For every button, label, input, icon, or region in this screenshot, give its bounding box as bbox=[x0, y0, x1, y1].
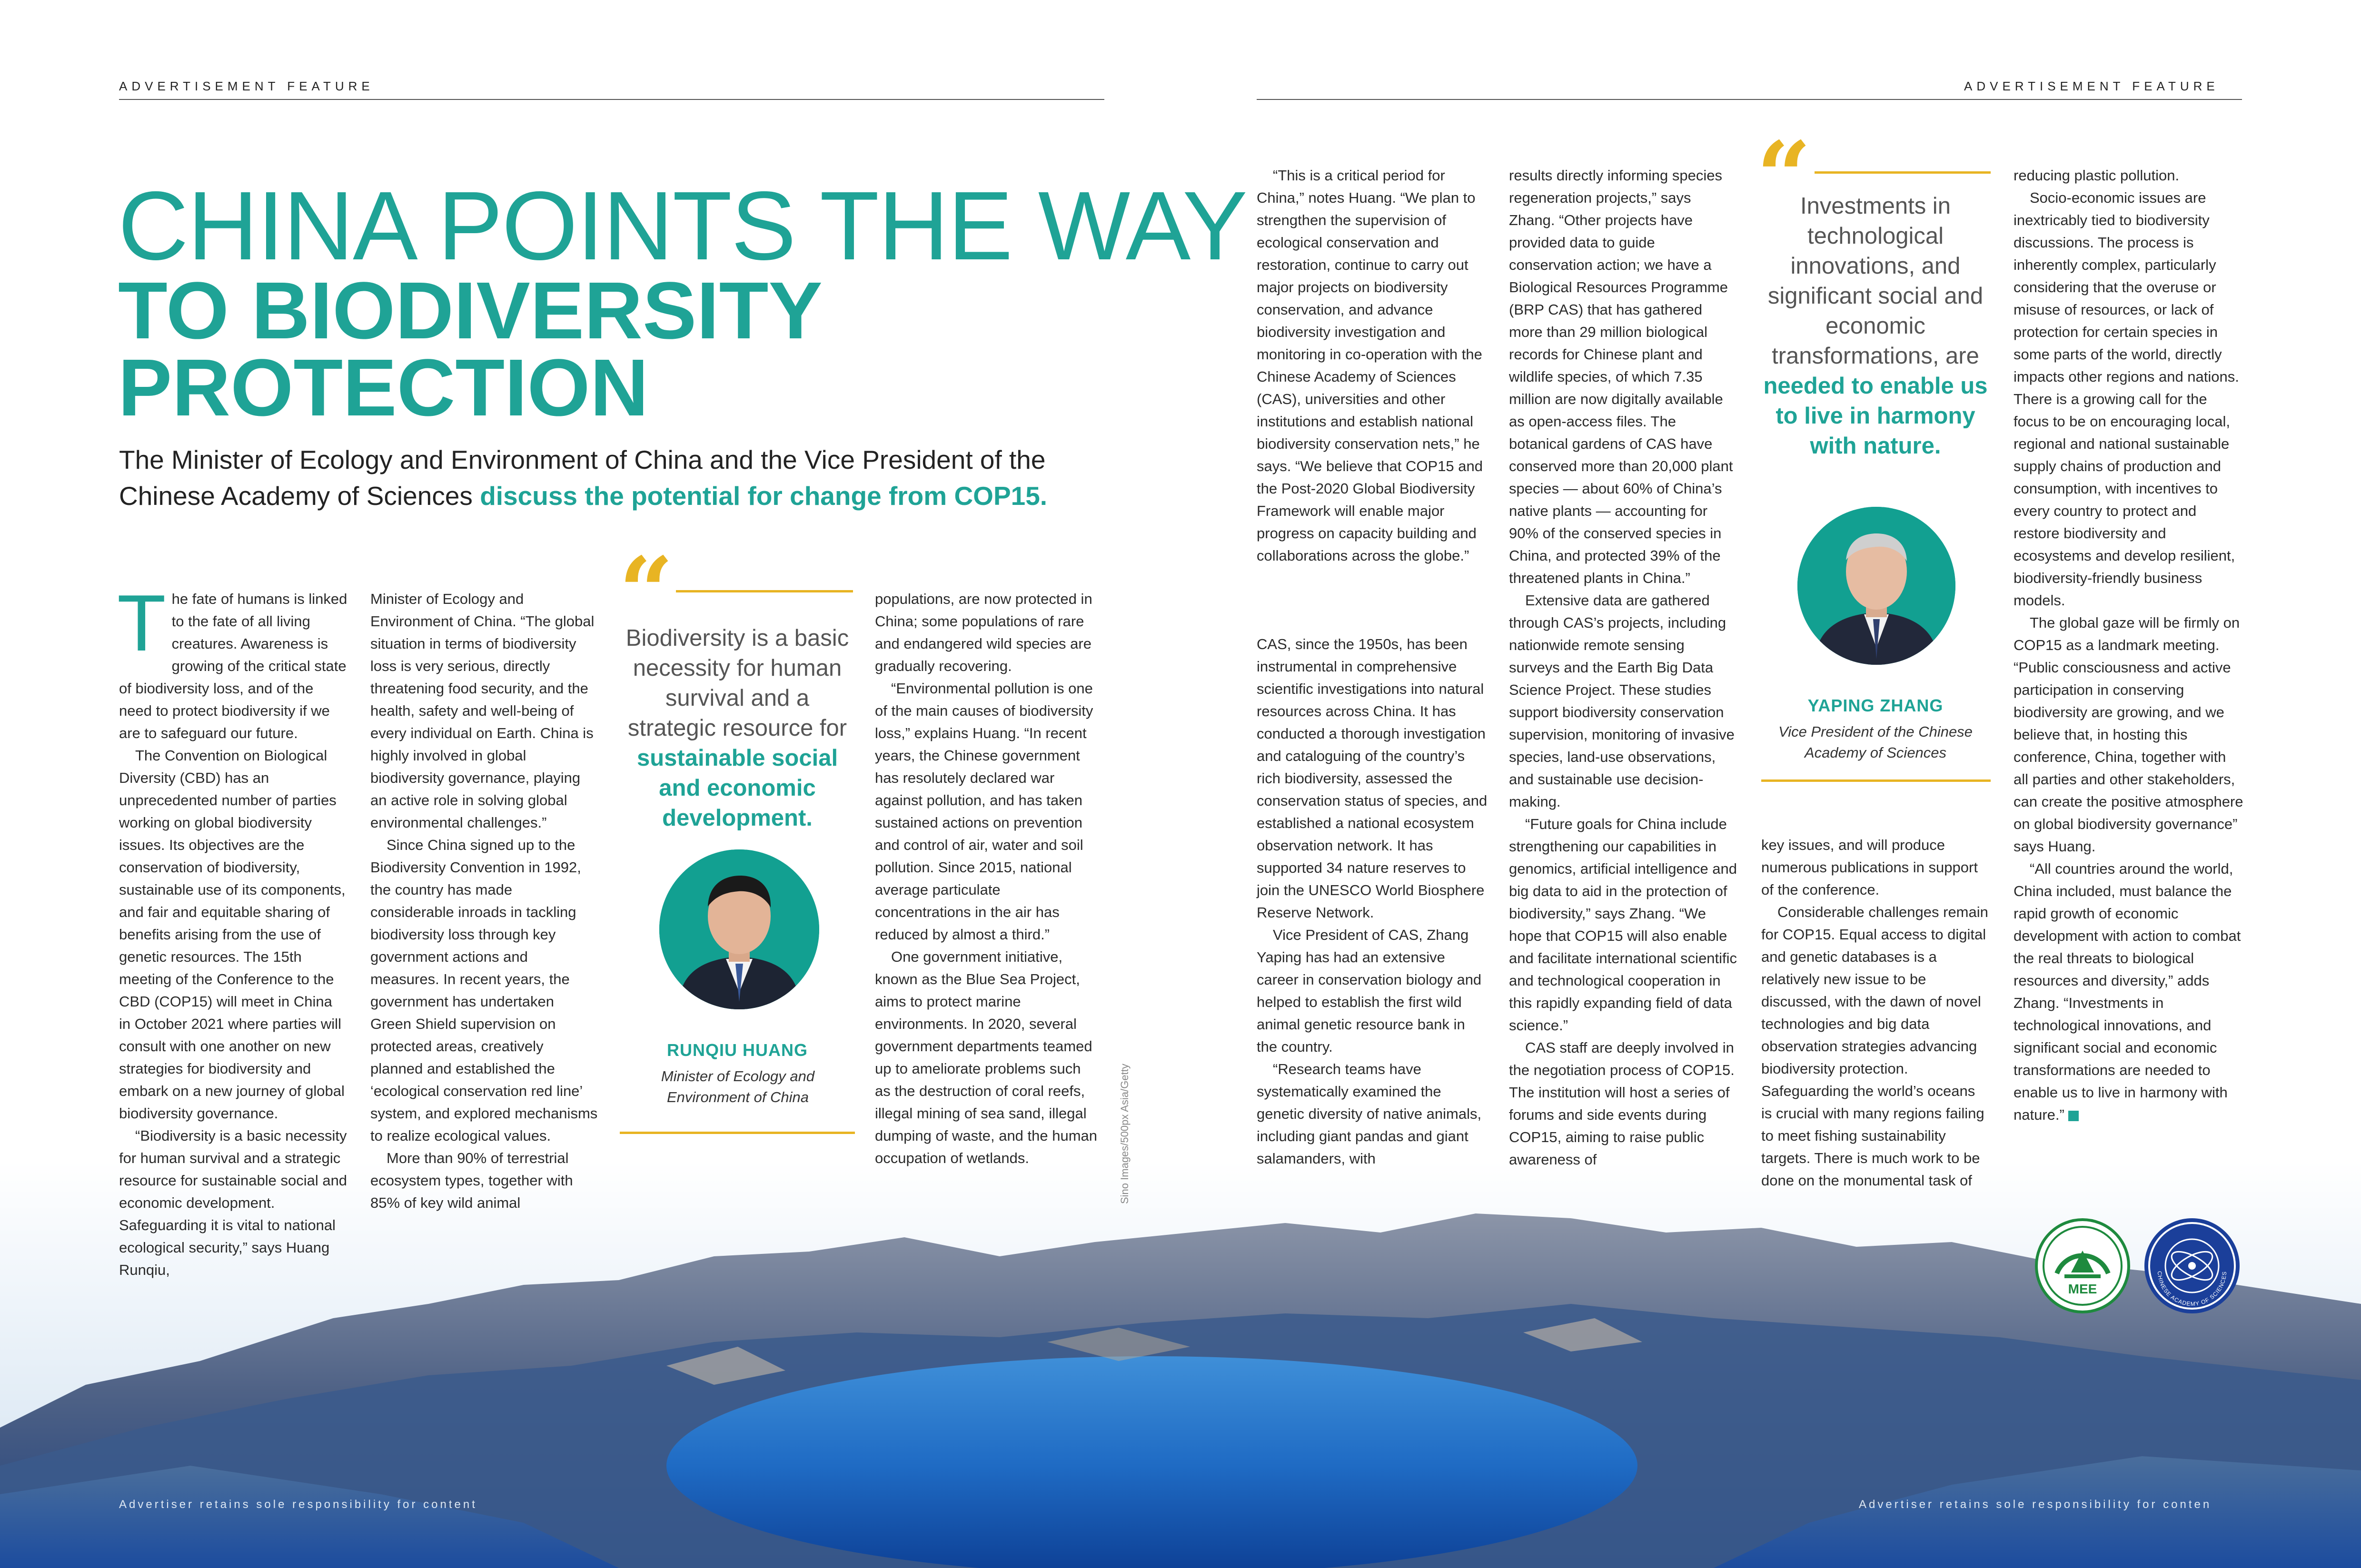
paragraph: Extensive data are gathered through CAS’s projects, including nationwide remote sensing surveys and the Earth Big Data Science Project. These studies support biodiversity conservation supervision, monitoring of invasive species, land-use observations, and sustainable use decision-making. bbox=[1509, 592, 1735, 810]
pull-quote-highlight: sustainable social and economic development. bbox=[636, 745, 838, 831]
paragraph: “Biodiversity is a basic necessity for human survival and a strategic resource for sustainable social and economic development. Safeguarding it is vital to national ecological security,” says Huang Runqiu, bbox=[119, 1127, 347, 1278]
cas-emblem-icon bbox=[2144, 1218, 2240, 1313]
paragraph: The global gaze will be firmly on COP15 as a landmark meeting. “Public consciousness and active participation in conserving biodiversity are growing, and we believe that, in hosting this conference, China, together with all parties and other stakeholders, can create the positive atmosphere on global biodiversity governance” says Huang. bbox=[2014, 614, 2243, 855]
pull-quote-2 bbox=[1761, 191, 1990, 461]
paragraph: One government initiative, known as the Blue Sea Project, aims to protect marine environments. In 2020, several government departments teamed up to ameliorate problems such as the destruction of coral reefs, illegal mining of sea sand, illegal dumping of waste, and the human occupation of wetlands. bbox=[875, 948, 1098, 1166]
pull-quote-text: Investments in technological innovations, and significant social and economic transformations, are bbox=[1767, 193, 1984, 369]
paragraph: “This is a critical period for China,” notes Huang. “We plan to strengthen the supervision of ecological conservation and restoration, continue to carry out major projects on biodiversity conservation, and advance biodiversity investigation and monitoring in co-operation with the Chinese Academy of Sciences (CAS), universities and other institutions and establish national biodiversity conservation nets,” he says. “We believe that COP15 and the Post-2020 Global Biodiversity Framework will enable major progress on capacity building and collaborations across the globe.” bbox=[1257, 167, 1483, 564]
speaker-title-1: Minister of Ecology and Environment of China bbox=[661, 1068, 815, 1105]
cas-logo-text: CHINESE ACADEMY OF SCIENCES bbox=[2156, 1271, 2228, 1308]
mee-logo bbox=[2035, 1218, 2130, 1313]
quote-mark-icon: “ bbox=[1756, 121, 1812, 233]
article-column-5-top bbox=[1257, 164, 1489, 567]
paragraph: CAS staff are deeply involved in the negotiation process of COP15. The institution will host a series of forums and side events during COP15, aiming to raise public awareness of bbox=[1509, 1039, 1735, 1168]
paragraph: Since China signed up to the Biodiversity Convention in 1992, the country has made considerable inroads in tackling biodiversity loss through key government actions and measures. In recent years, the government has undertaken Green Shield supervision on protected areas, creatively planned and established the ‘ecological conservation red line’ system, and explored mechanisms to realize ecological values. bbox=[370, 837, 598, 1144]
article-column-7 bbox=[1761, 834, 1990, 1192]
quote-rule-bottom bbox=[1761, 779, 1991, 782]
standfirst-text: The Minister of Ecology and Environment of China and the Vice President of the Chinese Academy of Sciences bbox=[119, 445, 1046, 511]
header-rule-right bbox=[1257, 99, 2242, 100]
article-column-1 bbox=[117, 578, 347, 1281]
quote-rule-bottom bbox=[620, 1132, 855, 1134]
quote-rule-top bbox=[676, 590, 853, 592]
paragraph: “Future goals for China include strengthening our capabilities in genomics, artificial intelligence and big data to aid in the protection of biodiversity,” says Zhang. “We hope that COP15 will also enable and facilitate international scientific and technological cooperation in this rapidly expanding field of data science.” bbox=[1509, 816, 1737, 1034]
paragraph: results directly informing species regeneration projects,” says Zhang. “Other projects have provided data to guide conservation action; we have a Biological Resources Programme (BRP CAS) that has gathered more than 29 million biological records for Chinese plant and wildlife species, of which 7.35 million are now digitally available as open-access files. The botanical gardens of CAS have conserved more than 20,000 plant species — about 60% of China’s native plants — accounting for 90% of the conserved species in China, and protected 39% of the threatened plants in China.” bbox=[1509, 167, 1733, 586]
quote-rule-top bbox=[1815, 171, 1991, 174]
standfirst-highlight: discuss the potential for change from COP15. bbox=[480, 481, 1048, 511]
portrait-figure bbox=[659, 849, 819, 1009]
end-mark-icon bbox=[2068, 1111, 2079, 1121]
paragraph: populations, are now protected in China; some populations of rare and endangered wild species are gradually recovering. bbox=[875, 591, 1092, 674]
runqiu-huang-portrait bbox=[659, 849, 819, 1009]
paragraph: Considerable challenges remain for COP15. Equal access to digital and genetic databases is a relatively new issue to be discussed, with the dawn of novel technologies and big data observation strategies advancing biodiversity protection. Safeguarding the world’s oceans is crucial with many regions failing to meet fishing sustainability targets. There is much work to be done on the monumental task of bbox=[1761, 904, 1988, 1189]
speaker-name-1: RUNQIU HUANG bbox=[667, 1040, 808, 1060]
cas-logo bbox=[2144, 1218, 2240, 1313]
headline-line-2: TO BIODIVERSITY bbox=[118, 266, 823, 356]
header-rule-left bbox=[119, 99, 1104, 100]
article-column-8 bbox=[2014, 164, 2244, 1126]
running-header-left: ADVERTISEMENT FEATURE bbox=[119, 79, 374, 93]
headline-line-3: PROTECTION bbox=[118, 342, 649, 433]
paragraph: “Environmental pollution is one of the main causes of biodiversity loss,” explains Huang. “In recent years, the Chinese government has resolutely declared war against pollution, and has taken sustained actions on prevention and control of air, water and soil pollution. Since 2015, national average particulate concentrations in the air has reduced by almost a third.” bbox=[875, 680, 1093, 943]
footer-disclaimer-right: Advertiser retains sole responsibility for conten bbox=[1859, 1498, 2212, 1511]
paragraph: Socio-economic issues are inextricably tied to biodiversity discussions. The process is inherently complex, particularly considering that the overuse or misuse of resources, or lack of protection for certain species in some parts of the world, directly impacts other regions and nations. There is a growing call for the focus to be on encouraging local, regional and national sustainable supply chains of production and consumption, with incentives to every country to protect and restore biodiversity and ecosystems and develop resilient, biodiversity-friendly business models. bbox=[2014, 189, 2239, 609]
paragraph: key issues, and will produce numerous publications in support of the conference. bbox=[1761, 837, 1978, 898]
paragraph: The Convention on Biological Diversity (CBD) has an unprecedented number of parties working on global biodiversity issues. Its objectives are the conservation of biodiversity, sustainable use of its components, and fair and equitable sharing of benefits arising from the use of genetic resources. The 15th meeting of the Conference to the CBD (COP15) will meet in China in October 2021 where parties will consult with one another on new strategies for biodiversity and embark on a new journey of global biodiversity governance. bbox=[119, 747, 346, 1122]
article-column-4 bbox=[875, 588, 1099, 1169]
pull-quote-highlight: needed to enable us to live in harmony with nature. bbox=[1763, 373, 1988, 459]
paragraph: More than 90% of terrestrial ecosystem types, together with 85% of key wild animal bbox=[370, 1150, 573, 1211]
paragraph: Vice President of CAS, Zhang Yaping has had an extensive career in conservation biology and helped to establish the first wild animal genetic resource bank in the country. bbox=[1257, 927, 1482, 1055]
article-column-6 bbox=[1509, 164, 1738, 1171]
article-column-2 bbox=[370, 588, 598, 1214]
drop-cap: T bbox=[117, 578, 166, 668]
running-header-right: ADVERTISEMENT FEATURE bbox=[1964, 79, 2219, 93]
paragraph: CAS, since the 1950s, has been instrumental in comprehensive scientific investigations into natural resources across China. It has conducted a thorough investigation and cataloguing of the country’s rich biodiversity, assessed the conservation status of species, and established a national ecosystem observation network. It has supported 34 nature reserves to join the UNESCO World Biosphere Reserve Network. bbox=[1257, 636, 1488, 921]
portrait-figure bbox=[1797, 507, 1955, 665]
footer-disclaimer-left: Advertiser retains sole responsibility for content bbox=[119, 1498, 477, 1511]
mee-logo-text: MEE bbox=[2068, 1282, 2097, 1296]
speaker-name-2: YAPING ZHANG bbox=[1807, 696, 1944, 715]
photo-credit: Sino Images/500px Asia/Getty bbox=[1119, 1064, 1131, 1204]
paragraph: “All countries around the world, China included, must balance the rapid growth of economic development with action to combat the real threats to biological resources and diversity,” adds Zhang. “Investments in technological innovations, and significant social and economic transformations are needed to enable us to live in harmony with nature.” bbox=[2014, 860, 2241, 1123]
paragraph: reducing plastic pollution. bbox=[2014, 167, 2180, 184]
headline bbox=[118, 171, 1247, 433]
paragraph: The fate of humans is linked to the fate of all living creatures. Awareness is growing of the critical state of biodiversity loss, and of the need to protect biodiversity if we are to safeguard our future. bbox=[117, 578, 347, 741]
headline-line-1: CHINA POINTS THE WAY bbox=[118, 171, 1247, 280]
article-column-5 bbox=[1257, 633, 1489, 1170]
paragraph: “Research teams have systematically examined the genetic diversity of native animals, including giant pandas and giant salamanders, with bbox=[1257, 1061, 1482, 1167]
yaping-zhang-portrait bbox=[1797, 507, 1955, 665]
quote-mark-icon: “ bbox=[619, 536, 674, 648]
mee-emblem-icon bbox=[2038, 1221, 2127, 1311]
standfirst bbox=[119, 442, 1081, 514]
pull-quote-text: Biodiversity is a basic necessity for human survival and a strategic resource for bbox=[625, 625, 849, 741]
speaker-title-2: Vice President of the Chinese Academy of Sciences bbox=[1778, 723, 1973, 761]
paragraph: Minister of Ecology and Environment of China. “The global situation in terms of biodiversity loss is very serious, directly threatening food security, and the health, safety and well-being of every individual on Earth. China is highly involved in global biodiversity governance, playing an active role in solving global environmental challenges.” bbox=[370, 591, 595, 831]
pull-quote-1 bbox=[620, 623, 855, 833]
